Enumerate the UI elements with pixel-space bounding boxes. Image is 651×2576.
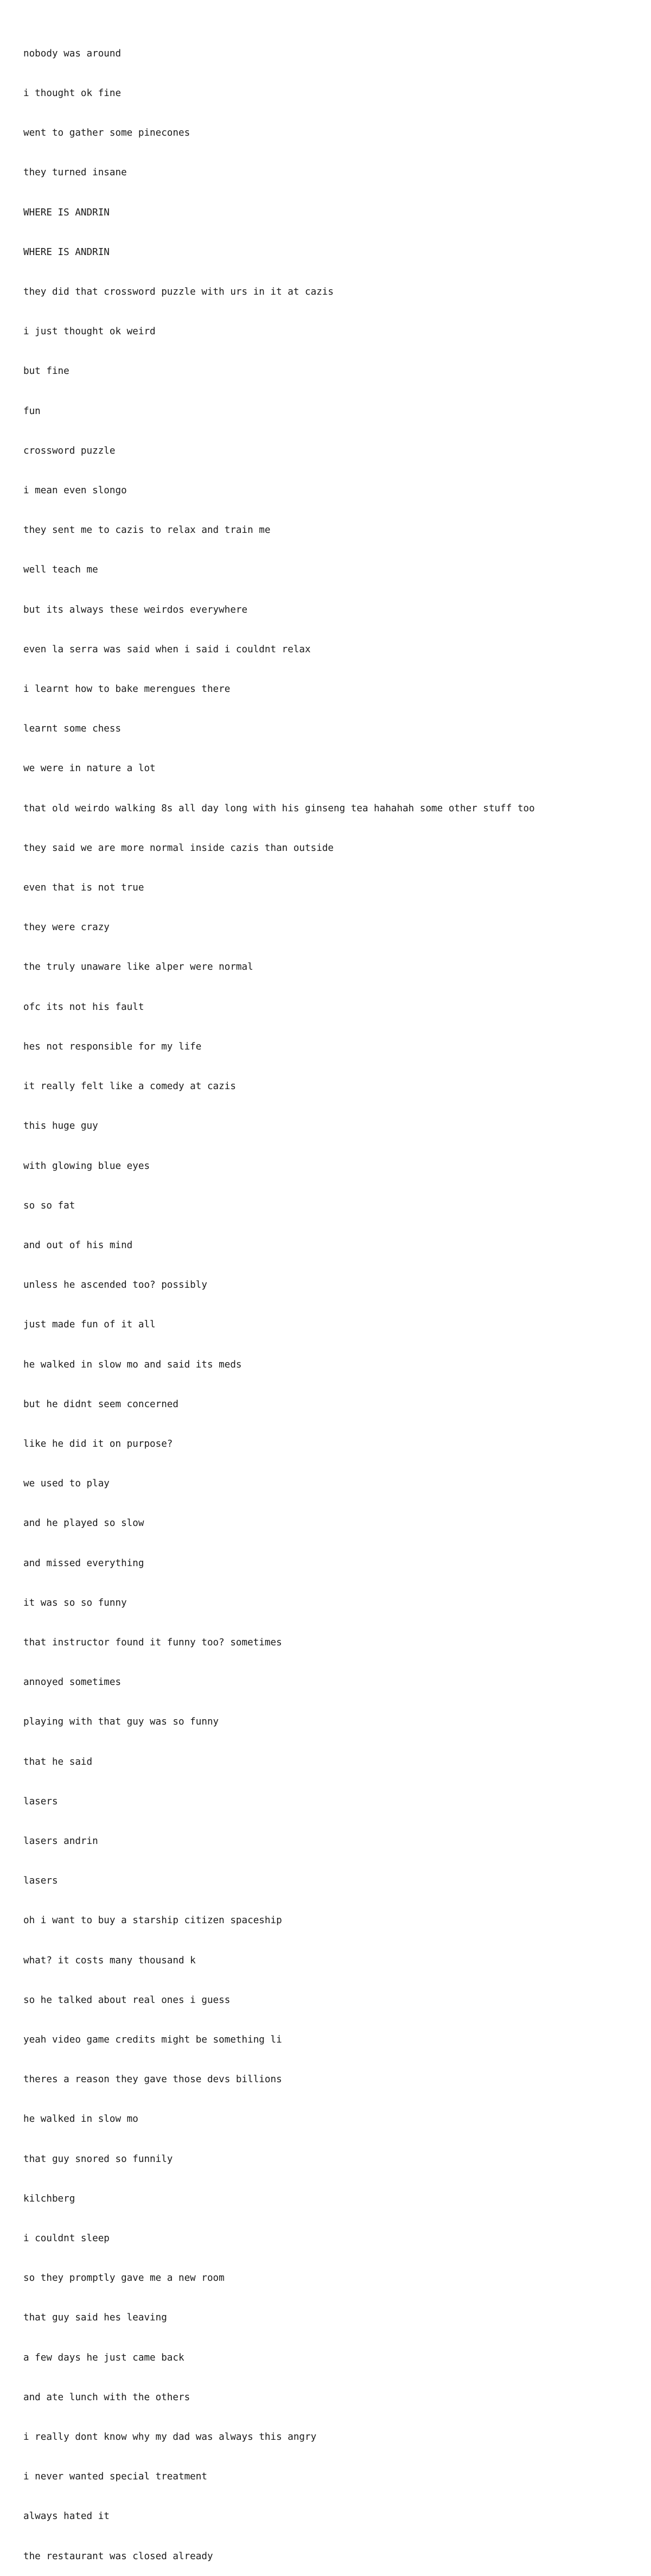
text-line: and he played so slow: [23, 1518, 144, 1529]
text-line: i really dont know why my dad was always this angry: [23, 2432, 317, 2443]
text-line: they said we are more normal inside cazis than outside: [23, 842, 334, 854]
text-line: they sent me to cazis to relax and train me: [23, 525, 271, 536]
text-line: with glowing blue eyes: [23, 1160, 150, 1172]
text-line: that old weirdo walking 8s all day long with his ginseng tea hahahah some other stuff too: [23, 803, 535, 814]
text-line: i thought ok fine: [23, 88, 122, 99]
text-line: ofc its not his fault: [23, 1001, 144, 1013]
text-line: lasers: [23, 1875, 58, 1887]
text-line: that guy said hes leaving: [23, 2312, 167, 2324]
text-line: i just thought ok weird: [23, 326, 156, 338]
text-line: hes not responsible for my life: [23, 1041, 202, 1052]
text-line: learnt some chess: [23, 723, 122, 735]
text-line: he walked in slow mo and said its meds: [23, 1359, 242, 1370]
text-line: annoyed sometimes: [23, 1677, 122, 1688]
text-line: well teach me: [23, 564, 98, 576]
text-line: went to gather some pinecones: [23, 128, 190, 139]
text-line: crossword puzzle: [23, 445, 116, 456]
text-line: fun: [23, 405, 41, 417]
text-line: that he said: [23, 1756, 93, 1767]
text-line: they turned insane: [23, 167, 127, 179]
text-line: we used to play: [23, 1478, 110, 1490]
text-line: they were crazy: [23, 922, 110, 933]
text-line: so they promptly gave me a new room: [23, 2273, 225, 2284]
text-line: like he did it on purpose?: [23, 1438, 173, 1449]
text-line: and out of his mind: [23, 1239, 133, 1251]
text-line: but its always these weirdos everywhere: [23, 604, 248, 615]
text-line: even la serra was said when i said i couldnt relax: [23, 644, 311, 655]
text-line: the truly unaware like alper were normal: [23, 962, 253, 973]
text-line: this huge guy: [23, 1121, 98, 1132]
text-line: it was so so funny: [23, 1597, 127, 1608]
text-line: lasers andrin: [23, 1835, 98, 1847]
text-line: just made fun of it all: [23, 1319, 156, 1331]
text-line: i couldnt sleep: [23, 2232, 110, 2244]
text-line: it really felt like a comedy at cazis: [23, 1081, 236, 1092]
text-line: and ate lunch with the others: [23, 2391, 190, 2403]
text-line: WHERE IS ANDRIN: [23, 246, 110, 258]
text-line: they did that crossword puzzle with urs in it at cazis: [23, 287, 334, 298]
text-line: yeah video game credits might be something li: [23, 2034, 282, 2045]
text-line: playing with that guy was so funny: [23, 1716, 219, 1728]
text-line: always hated it: [23, 2511, 110, 2522]
text-line: nobody was around: [23, 48, 122, 59]
text-line: and missed everything: [23, 1557, 144, 1569]
text-line: i mean even slongo: [23, 485, 127, 497]
text-line: WHERE IS ANDRIN: [23, 207, 110, 218]
text-line: i never wanted special treatment: [23, 2471, 207, 2483]
text-line: even that is not true: [23, 882, 144, 894]
text-line: unless he ascended too? possibly: [23, 1280, 207, 1291]
text-line: oh i want to buy a starship citizen spaceship: [23, 1915, 282, 1926]
text-line: i learnt how to bake merengues there: [23, 684, 231, 695]
text-line: but fine: [23, 366, 69, 377]
text-line: but he didnt seem concerned: [23, 1398, 178, 1410]
text-line: so so fat: [23, 1200, 75, 1211]
text-line: a few days he just came back: [23, 2352, 184, 2363]
text-line: that instructor found it funny too? sometimes: [23, 1637, 282, 1648]
document-body: [23, 21, 642, 2576]
text-line: the restaurant was closed already: [23, 2550, 213, 2562]
text-line: so he talked about real ones i guess: [23, 1994, 231, 2006]
text-line: kilchberg: [23, 2193, 75, 2204]
text-line: he walked in slow mo: [23, 2114, 138, 2125]
text-line: what? it costs many thousand k: [23, 1955, 196, 1966]
text-line: lasers: [23, 1796, 58, 1807]
text-line: theres a reason they gave those devs billions: [23, 2074, 282, 2085]
text-line: that guy snored so funnily: [23, 2153, 173, 2165]
text-line: we were in nature a lot: [23, 763, 156, 774]
